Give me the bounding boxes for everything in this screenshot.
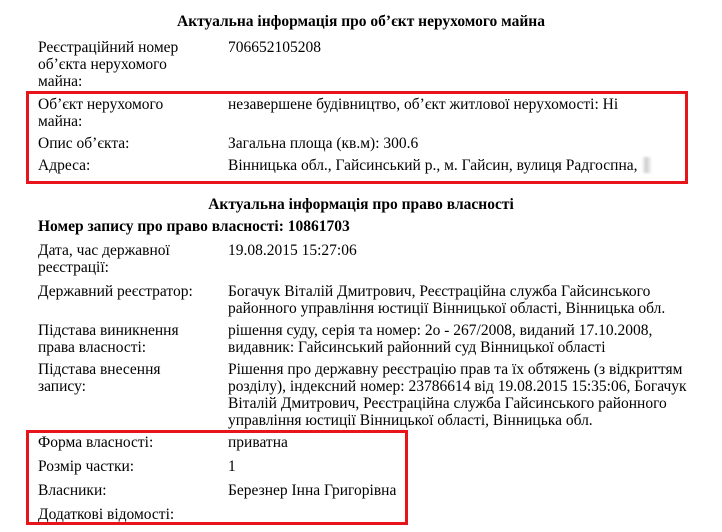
redacted-blur xyxy=(642,157,652,173)
share-label: Розмір частки: xyxy=(38,458,135,475)
address-label: Адреса: xyxy=(38,157,91,174)
owners-label: Власники: xyxy=(38,482,107,499)
description-label: Опис об’єкта: xyxy=(38,135,130,152)
form-value: приватна xyxy=(228,434,288,451)
date-label: Дата, час державної реєстрації: xyxy=(38,242,170,276)
share-value: 1 xyxy=(228,458,236,475)
address-text: Вінницька обл., Гайсинський р., м. Гайсин, вулиця Радгоспна, xyxy=(228,157,638,174)
date-value: 19.08.2015 15:27:06 xyxy=(228,242,357,259)
registrar-value: Богачук Віталій Дмитрович, Реєстраційна служба Гайсинського районного управління юстиції Вінницької області, Вінницька обл. xyxy=(228,283,666,317)
entry-basis-label: Підстава внесення запису: xyxy=(38,361,161,395)
extra-info-label: Додаткові відомості: xyxy=(38,506,175,523)
object-value: незавершене будівництво, об’єкт житлової нерухомості: Ні xyxy=(228,96,619,113)
record-number: Номер запису про право власності: 10861703 xyxy=(38,218,350,235)
basis-label: Підстава виникнення права власності: xyxy=(38,322,179,356)
owners-value: Березнер Інна Григорівна xyxy=(228,482,397,499)
address-value xyxy=(228,157,708,174)
description-value: Загальна площа (кв.м): 300.6 xyxy=(228,135,419,152)
reg-number-value: 706652105208 xyxy=(228,39,321,56)
basis-value: рішення суду, серія та номер: 2о - 267/2008, виданий 17.10.2008, видавник: Гайсинський районний суд Вінницької області xyxy=(228,322,653,356)
property-heading: Актуальна інформація про об’єкт нерухомого майна xyxy=(177,13,545,30)
ownership-heading: Актуальна інформація про право власності xyxy=(208,196,514,213)
entry-basis-value: Рішення про державну реєстрацію прав та їх обтяжень (з відкриттям розділу), індексний номер: 23786614 від 19.08.2015 15:35:06, Богачук Віталій Дмитрович, Реєстраційна служба Гайсинського районного управління юстиції Вінницької області, Вінницька обл. xyxy=(228,361,687,429)
object-label: Об’єкт нерухомого майна: xyxy=(38,96,164,130)
form-label: Форма власності: xyxy=(38,434,154,451)
reg-number-label: Реєстраційний номер об’єкта нерухомого майна: xyxy=(38,39,179,90)
registrar-label: Державний реєстратор: xyxy=(38,283,193,300)
